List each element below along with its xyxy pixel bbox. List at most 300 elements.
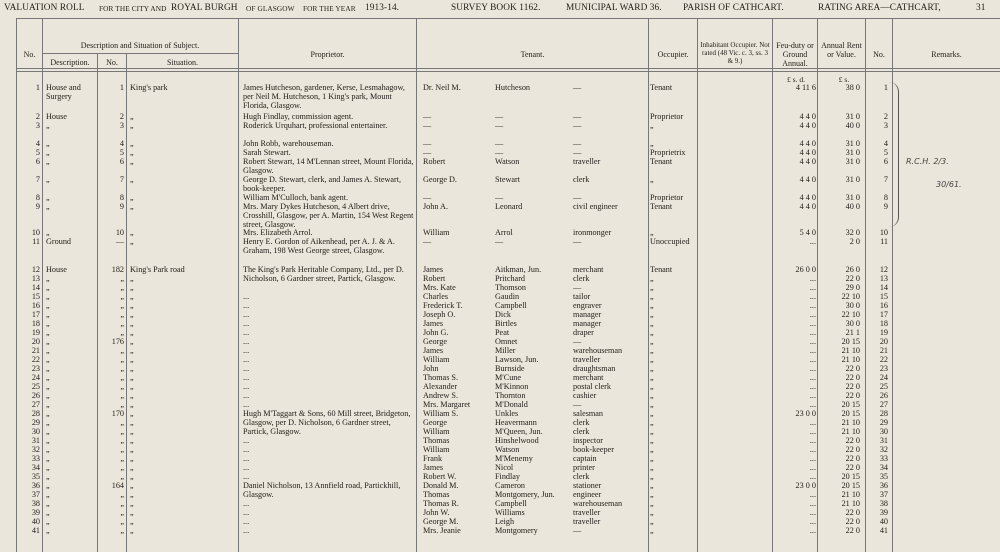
street-number: „ bbox=[120, 310, 124, 319]
annual-rent: 21 10 bbox=[841, 346, 860, 355]
tenant-surname: Montgomery, Jun. bbox=[495, 490, 555, 499]
annual-rent: 22 0 bbox=[845, 391, 860, 400]
occupier: „ bbox=[650, 319, 654, 328]
row-number: 12 bbox=[31, 265, 40, 274]
description: „ bbox=[46, 193, 50, 202]
street-number: „ bbox=[120, 499, 124, 508]
tenant-forename: William bbox=[423, 445, 450, 454]
description: „ bbox=[46, 121, 50, 130]
row-number-right: 40 bbox=[879, 517, 888, 526]
description: „ bbox=[46, 481, 50, 490]
tenant-surname: Nicol bbox=[495, 463, 514, 472]
description: „ bbox=[46, 283, 50, 292]
feu-duty: ... bbox=[809, 454, 816, 463]
row-number: 22 bbox=[31, 355, 40, 364]
tenant-surname: — bbox=[495, 112, 504, 121]
annual-rent: 22 0 bbox=[845, 382, 860, 391]
column-rule bbox=[697, 18, 698, 552]
description: „ bbox=[46, 292, 50, 301]
description: „ bbox=[46, 337, 50, 346]
situation: „ bbox=[130, 481, 134, 490]
proprietor: ... bbox=[243, 310, 250, 319]
row-number-right: 16 bbox=[879, 301, 888, 310]
row-number: 11 bbox=[32, 237, 40, 246]
feu-duty: ... bbox=[809, 237, 816, 246]
proprietor: ... bbox=[243, 391, 250, 400]
annual-rent: 22 0 bbox=[845, 445, 860, 454]
tenant-forename: John A. bbox=[423, 202, 449, 211]
tenant-occupation: — bbox=[573, 148, 582, 157]
row-number-right: 12 bbox=[879, 265, 888, 274]
annual-rent: 20 15 bbox=[841, 400, 860, 409]
annual-rent: 32 0 bbox=[845, 228, 860, 237]
street-number: „ bbox=[120, 445, 124, 454]
annual-rent: 21 10 bbox=[841, 499, 860, 508]
feu-duty: 4 4 0 bbox=[799, 157, 816, 166]
description: „ bbox=[46, 364, 50, 373]
tenant-forename: Robert bbox=[423, 274, 446, 283]
proprietor: ... bbox=[243, 463, 250, 472]
tenant-surname: Omnet bbox=[495, 337, 518, 346]
column-rule bbox=[416, 18, 417, 552]
occupier: „ bbox=[650, 228, 654, 237]
tenant-occupation: — bbox=[573, 283, 582, 292]
annual-rent: 20 15 bbox=[841, 337, 860, 346]
row-number-right: 5 bbox=[883, 148, 888, 157]
col-header-tenant: Tenant. bbox=[520, 50, 545, 59]
tenant-occupation: printer bbox=[573, 463, 595, 472]
annual-rent: 21 10 bbox=[841, 355, 860, 364]
tenant-forename: Frank bbox=[423, 454, 443, 463]
row-number-right: 29 bbox=[879, 418, 888, 427]
tenant-forename: Thomas bbox=[423, 436, 450, 445]
proprietor: ... bbox=[243, 436, 250, 445]
proprietor: ... bbox=[243, 355, 250, 364]
annual-rent: 26 0 bbox=[845, 265, 860, 274]
feu-duty: ... bbox=[809, 418, 816, 427]
annual-rent: 22 0 bbox=[845, 454, 860, 463]
column-rule bbox=[42, 18, 43, 552]
tenant-forename: William bbox=[423, 427, 450, 436]
annual-rent: 22 10 bbox=[841, 292, 860, 301]
situation: „ bbox=[130, 193, 134, 202]
proprietor: Roderick Urquhart, professional entertainer. bbox=[243, 121, 388, 130]
row-number: 13 bbox=[31, 274, 40, 283]
occupier: „ bbox=[650, 283, 654, 292]
annual-rent: 31 0 bbox=[845, 112, 860, 121]
tenant-surname: Thornton bbox=[495, 391, 526, 400]
header-bottom-rule-2 bbox=[16, 71, 1000, 72]
description: „ bbox=[46, 274, 50, 283]
proprietor: ... bbox=[243, 526, 250, 535]
street-number: „ bbox=[120, 436, 124, 445]
row-number-right: 27 bbox=[879, 400, 888, 409]
situation: „ bbox=[130, 382, 134, 391]
occupier: „ bbox=[650, 508, 654, 517]
feu-duty: ... bbox=[809, 328, 816, 337]
row-number-right: 23 bbox=[879, 364, 888, 373]
situation: „ bbox=[130, 157, 134, 166]
tenant-surname: Campbell bbox=[495, 499, 527, 508]
annual-rent: 22 0 bbox=[845, 463, 860, 472]
tenant-surname: Arrol bbox=[495, 228, 513, 237]
tenant-occupation: book-keeper bbox=[573, 445, 614, 454]
tenant-occupation: merchant bbox=[573, 265, 604, 274]
situation: „ bbox=[130, 454, 134, 463]
tenant-occupation: clerk bbox=[573, 175, 590, 184]
street-number: „ bbox=[120, 418, 124, 427]
annual-rent: 22 0 bbox=[845, 436, 860, 445]
header-rating-area: RATING AREA—CATHCART, bbox=[818, 3, 941, 13]
situation: „ bbox=[130, 391, 134, 400]
occupier: „ bbox=[650, 436, 654, 445]
tenant-occupation: — bbox=[573, 526, 582, 535]
situation: „ bbox=[130, 139, 134, 148]
proprietor: Hugh Findlay, commission agent. bbox=[243, 112, 354, 121]
description: „ bbox=[46, 418, 50, 427]
situation: „ bbox=[130, 427, 134, 436]
proprietor: ... bbox=[243, 364, 250, 373]
row-number-right: 13 bbox=[879, 274, 888, 283]
occupier: „ bbox=[650, 274, 654, 283]
feu-duty: 4 4 0 bbox=[799, 193, 816, 202]
situation: „ bbox=[130, 499, 134, 508]
tenant-occupation: stationer bbox=[573, 481, 602, 490]
occupier: Proprietor bbox=[650, 112, 684, 121]
row-number-right: 33 bbox=[879, 454, 888, 463]
description: „ bbox=[46, 382, 50, 391]
tenant-surname: Leonard bbox=[495, 202, 523, 211]
row-number: 5 bbox=[35, 148, 40, 157]
description: „ bbox=[46, 499, 50, 508]
col-header-remarks: Remarks. bbox=[931, 50, 962, 59]
feu-duty: ... bbox=[809, 445, 816, 454]
situation: „ bbox=[130, 274, 134, 283]
row-number: 32 bbox=[31, 445, 40, 454]
tenant-occupation: — bbox=[573, 121, 582, 130]
feu-duty: ... bbox=[809, 526, 816, 535]
feu-duty: 4 11 6 bbox=[795, 83, 816, 92]
occupier: „ bbox=[650, 364, 654, 373]
feu-duty: 23 0 0 bbox=[795, 481, 816, 490]
column-rule bbox=[16, 18, 17, 552]
row-number: 27 bbox=[31, 400, 40, 409]
tenant-forename: Andrew S. bbox=[423, 391, 459, 400]
occupier: Tenant bbox=[650, 265, 673, 274]
occupier: „ bbox=[650, 472, 654, 481]
street-number: — bbox=[115, 237, 124, 246]
row-number-right: 15 bbox=[879, 292, 888, 301]
occupier: „ bbox=[650, 454, 654, 463]
tenant-forename: Donald M. bbox=[423, 481, 459, 490]
description: House bbox=[46, 112, 67, 121]
occupier: „ bbox=[650, 121, 654, 130]
tenant-forename: George D. bbox=[423, 175, 457, 184]
annual-rent-units: £ s. bbox=[838, 75, 850, 84]
col-header-description: Description. bbox=[50, 58, 90, 67]
situation: „ bbox=[130, 508, 134, 517]
tenant-surname: Heavermann bbox=[495, 418, 537, 427]
street-number: „ bbox=[120, 391, 124, 400]
tenant-occupation: warehouseman bbox=[573, 499, 623, 508]
description: „ bbox=[46, 310, 50, 319]
tenant-surname: M'Queen, Jun. bbox=[495, 427, 543, 436]
situation: „ bbox=[130, 400, 134, 409]
row-number: 41 bbox=[31, 526, 40, 535]
situation: „ bbox=[130, 328, 134, 337]
annual-rent: 21 10 bbox=[841, 418, 860, 427]
situation: „ bbox=[130, 202, 134, 211]
street-number: 5 bbox=[119, 148, 124, 157]
column-rule bbox=[97, 53, 98, 552]
row-number-right: 31 bbox=[879, 436, 888, 445]
tenant-occupation: — bbox=[573, 112, 582, 121]
proprietor: ... bbox=[243, 319, 250, 328]
tenant-forename: — bbox=[423, 121, 432, 130]
tenant-surname: Findlay bbox=[495, 472, 521, 481]
row-number-right: 3 bbox=[883, 121, 888, 130]
street-number: „ bbox=[120, 346, 124, 355]
occupier: „ bbox=[650, 463, 654, 472]
annual-rent: 29 0 bbox=[845, 283, 860, 292]
situation: „ bbox=[130, 472, 134, 481]
proprietor: Mrs. Mary Dykes Hutcheson, 4 Albert drive, Crosshill, Glasgow, per A. Martin, 154 West Regent street, Glasgow. bbox=[243, 202, 414, 229]
tenant-surname: Dick bbox=[495, 310, 511, 319]
street-number: „ bbox=[120, 328, 124, 337]
row-number: 1 bbox=[35, 83, 40, 92]
proprietor: Mrs. Elizabeth Arrol. bbox=[243, 228, 313, 237]
feu-duty: ... bbox=[809, 499, 816, 508]
street-number: 170 bbox=[111, 409, 124, 418]
feu-duty: 4 4 0 bbox=[799, 175, 816, 184]
street-number: „ bbox=[120, 373, 124, 382]
annual-rent: 31 0 bbox=[845, 193, 860, 202]
tenant-forename: John G. bbox=[423, 328, 449, 337]
tenant-forename: Mrs. Kate bbox=[423, 283, 456, 292]
feu-duty: ... bbox=[809, 436, 816, 445]
tenant-occupation: cashier bbox=[573, 391, 597, 400]
proprietor: ... bbox=[243, 373, 250, 382]
feu-duty: ... bbox=[809, 517, 816, 526]
proprietor: John Robb, warehouseman. bbox=[243, 139, 334, 148]
col-header-feu-duty: Feu-duty or Ground Annual. bbox=[776, 41, 814, 68]
tenant-forename: — bbox=[423, 148, 432, 157]
street-number: 182 bbox=[111, 265, 124, 274]
remarks-brace bbox=[888, 82, 899, 227]
description: „ bbox=[46, 472, 50, 481]
tenant-surname: M'Donald bbox=[495, 400, 528, 409]
col-header-number: No. bbox=[106, 58, 118, 67]
tenant-surname: Williams bbox=[495, 508, 525, 517]
tenant-forename: Robert W. bbox=[423, 472, 457, 481]
col-header-proprietor: Proprietor. bbox=[310, 50, 345, 59]
occupier: „ bbox=[650, 427, 654, 436]
row-number-right: 36 bbox=[879, 481, 888, 490]
proprietor: ... bbox=[243, 337, 250, 346]
row-number: 15 bbox=[31, 292, 40, 301]
tenant-occupation: traveller bbox=[573, 508, 601, 517]
proprietor: James Hutcheson, gardener, Kerse, Lesmahagow, per Neil M. Hutcheson, 1 King's park, Mount Florida, Glasgow. bbox=[243, 83, 405, 110]
tenant-forename: William bbox=[423, 228, 450, 237]
street-number: „ bbox=[120, 463, 124, 472]
table-top-rule bbox=[16, 18, 1000, 19]
situation: „ bbox=[130, 418, 134, 427]
tenant-forename: Joseph O. bbox=[423, 310, 456, 319]
situation: „ bbox=[130, 337, 134, 346]
row-number: 21 bbox=[31, 346, 40, 355]
col-header-occupier: Occupier. bbox=[657, 50, 689, 59]
street-number: „ bbox=[120, 283, 124, 292]
street-number: „ bbox=[120, 382, 124, 391]
proprietor: Henry E. Gordon of Aikenhead, per A. J. & A. Graham, 198 West George street, Glasgow. bbox=[243, 237, 395, 255]
col-header-situation: Situation. bbox=[167, 58, 198, 67]
tenant-occupation: draughtsman bbox=[573, 364, 616, 373]
col-header-no: No. bbox=[23, 50, 36, 59]
tenant-occupation: — bbox=[573, 400, 582, 409]
proprietor: ... bbox=[243, 445, 250, 454]
header-ward: MUNICIPAL WARD 36. bbox=[566, 3, 662, 13]
feu-duty: ... bbox=[809, 292, 816, 301]
tenant-occupation: civil engineer bbox=[573, 202, 618, 211]
tenant-surname: M'Cune bbox=[495, 373, 522, 382]
occupier: „ bbox=[650, 481, 654, 490]
header-royal-burgh: ROYAL BURGH bbox=[171, 3, 238, 13]
street-number: „ bbox=[120, 454, 124, 463]
tenant-occupation: clerk bbox=[573, 418, 590, 427]
description: „ bbox=[46, 175, 50, 184]
row-number-right: 34 bbox=[879, 463, 888, 472]
header-survey-book: SURVEY BOOK 1162. bbox=[451, 3, 541, 13]
annual-rent: 31 0 bbox=[845, 157, 860, 166]
feu-duty: ... bbox=[809, 427, 816, 436]
column-rule bbox=[772, 18, 773, 552]
proprietor: Daniel Nicholson, 13 Annfield road, Partickhill, Glasgow. bbox=[243, 481, 401, 499]
feu-duty: ... bbox=[809, 382, 816, 391]
proprietor: ... bbox=[243, 292, 250, 301]
tenant-forename: Alexander bbox=[423, 382, 458, 391]
occupier: „ bbox=[650, 328, 654, 337]
tenant-surname: M'Kinnon bbox=[495, 382, 529, 391]
feu-duty: ... bbox=[809, 472, 816, 481]
situation: „ bbox=[130, 112, 134, 121]
tenant-surname: Gaudin bbox=[495, 292, 520, 301]
occupier: „ bbox=[650, 301, 654, 310]
description: „ bbox=[46, 391, 50, 400]
row-number-right: 38 bbox=[879, 499, 888, 508]
situation: King's park bbox=[130, 83, 168, 92]
description: „ bbox=[46, 328, 50, 337]
street-number: „ bbox=[120, 472, 124, 481]
annual-rent: 22 10 bbox=[841, 310, 860, 319]
row-number-right: 18 bbox=[879, 319, 888, 328]
header-for-the-year: FOR THE YEAR bbox=[303, 4, 356, 13]
feu-duty: 4 4 0 bbox=[799, 148, 816, 157]
occupier: „ bbox=[650, 346, 654, 355]
occupier: „ bbox=[650, 445, 654, 454]
occupier: „ bbox=[650, 382, 654, 391]
proprietor: ... bbox=[243, 472, 250, 481]
row-number: 40 bbox=[31, 517, 40, 526]
feu-duty: ... bbox=[809, 310, 816, 319]
occupier: Proprietrix bbox=[650, 148, 686, 157]
row-number: 3 bbox=[35, 121, 40, 130]
street-number: „ bbox=[120, 490, 124, 499]
row-number: 14 bbox=[31, 283, 40, 292]
street-number: „ bbox=[120, 319, 124, 328]
proprietor: ... bbox=[243, 499, 250, 508]
row-number-right: 11 bbox=[880, 237, 888, 246]
feu-duty: 4 4 0 bbox=[799, 121, 816, 130]
annual-rent: 21 1 bbox=[845, 328, 860, 337]
description: „ bbox=[46, 157, 50, 166]
row-number-right: 17 bbox=[879, 310, 888, 319]
row-number: 18 bbox=[31, 319, 40, 328]
tenant-surname: — bbox=[495, 193, 504, 202]
proprietor: Sarah Stewart. bbox=[243, 148, 291, 157]
street-number: 164 bbox=[111, 481, 124, 490]
col-header-annual-rent: Annual Rent or Value. bbox=[821, 41, 862, 59]
header-roll: VALUATION ROLL bbox=[4, 3, 85, 13]
tenant-surname: Watson bbox=[495, 445, 520, 454]
tenant-forename: William bbox=[423, 355, 450, 364]
tenant-occupation: traveller bbox=[573, 157, 601, 166]
street-number: 8 bbox=[119, 193, 124, 202]
row-number: 6 bbox=[35, 157, 40, 166]
description: „ bbox=[46, 400, 50, 409]
row-number: 24 bbox=[31, 373, 40, 382]
tenant-occupation: ironmonger bbox=[573, 228, 612, 237]
description: „ bbox=[46, 202, 50, 211]
situation: „ bbox=[130, 517, 134, 526]
tenant-forename: James bbox=[423, 265, 444, 274]
occupier: Tenant bbox=[650, 202, 673, 211]
tenant-occupation: traveller bbox=[573, 517, 601, 526]
row-number-right: 2 bbox=[883, 112, 888, 121]
tenant-forename: — bbox=[423, 237, 432, 246]
tenant-forename: James bbox=[423, 346, 444, 355]
row-number: 29 bbox=[31, 418, 40, 427]
proprietor: ... bbox=[243, 301, 250, 310]
tenant-occupation: captain bbox=[573, 454, 597, 463]
occupier: Proprietor bbox=[650, 193, 684, 202]
occupier: „ bbox=[650, 418, 654, 427]
tenant-occupation: clerk bbox=[573, 274, 590, 283]
occupier: Unoccupied bbox=[650, 237, 690, 246]
header-year: 1913-14. bbox=[365, 3, 400, 13]
annual-rent: 38 0 bbox=[845, 83, 860, 92]
row-number: 34 bbox=[31, 463, 40, 472]
tenant-occupation: engineer bbox=[573, 490, 602, 499]
description: „ bbox=[46, 454, 50, 463]
row-number: 28 bbox=[31, 409, 40, 418]
occupier: „ bbox=[650, 400, 654, 409]
tenant-forename: Mrs. Jeanie bbox=[423, 526, 461, 535]
proprietor: Hugh M'Taggart & Sons, 60 Mill street, Bridgeton, Glasgow, per D. Nicholson, 6 Gardner street, Partick, Glasgow. bbox=[243, 409, 411, 436]
description: „ bbox=[46, 373, 50, 382]
column-rule bbox=[817, 18, 818, 552]
feu-duty: 26 0 0 bbox=[795, 265, 816, 274]
tenant-surname: Thomson bbox=[495, 283, 526, 292]
feu-duty: ... bbox=[809, 301, 816, 310]
occupier: „ bbox=[650, 409, 654, 418]
tenant-forename: John W. bbox=[423, 508, 450, 517]
tenant-occupation: — bbox=[573, 337, 582, 346]
tenant-occupation: inspector bbox=[573, 436, 604, 445]
proprietor: Robert Stewart, 14 M'Lennan street, Mount Florida, Glasgow. bbox=[243, 157, 414, 175]
occupier: „ bbox=[650, 355, 654, 364]
tenant-surname: — bbox=[495, 148, 504, 157]
row-number-right: 32 bbox=[879, 445, 888, 454]
